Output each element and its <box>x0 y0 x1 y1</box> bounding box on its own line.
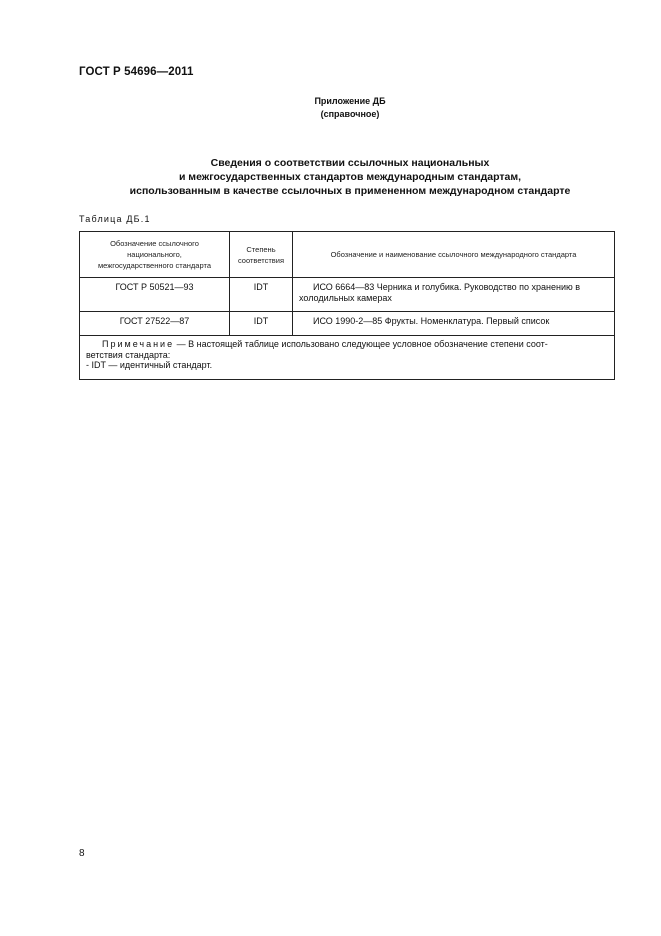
section-title-line-1: Сведения о соответствии ссылочных национальных <box>210 157 490 169</box>
section-title-line-3: использованным в качестве ссылочных в примененном международном стандарте <box>129 185 571 197</box>
header-national-standard <box>80 232 230 278</box>
note-line-2: ветствия стандарта: <box>86 349 171 360</box>
note-text-1: — В настоящей таблице использовано следующее условное обозначение степени соот- <box>174 339 548 349</box>
annex-type: (справочное) <box>320 109 380 119</box>
table-caption: Таблица ДБ.1 <box>79 214 151 224</box>
table-row <box>80 312 615 336</box>
annex-title: Приложение ДБ <box>314 96 386 106</box>
header-degree <box>230 232 293 278</box>
correspondence-table <box>79 231 615 380</box>
section-title-line-2: и межгосударственных стандартов международным стандартам, <box>178 171 522 183</box>
header-international-standard: Обозначение и наименование ссылочного международного стандарта <box>293 232 615 278</box>
cell-degree: IDT <box>230 312 293 336</box>
annex-heading <box>200 95 500 121</box>
document-code: ГОСТ Р 54696—2011 <box>79 66 194 78</box>
cell-national-standard: ГОСТ Р 50521—93 <box>80 278 230 312</box>
table-note <box>80 336 615 380</box>
note-line-1 <box>86 339 608 350</box>
header-national-standard-line-3: межгосударственного стандарта <box>98 261 211 270</box>
cell-national-standard: ГОСТ 27522—87 <box>80 312 230 336</box>
table-row <box>80 278 615 312</box>
cell-international-standard: ИСО 1990-2—85 Фрукты. Номенклатура. Первый список <box>293 312 615 336</box>
cell-degree: IDT <box>230 278 293 312</box>
note-label: Примечание <box>102 339 175 349</box>
table-header-row <box>80 232 615 278</box>
cell-international-standard: ИСО 6664—83 Черника и голубика. Руководство по хранению в холодильных камерах <box>293 278 615 312</box>
table-note-row <box>80 336 615 380</box>
page-number: 8 <box>79 848 85 859</box>
header-degree-line-1: Степень <box>246 244 276 254</box>
header-national-standard-line-1: Обозначение ссылочного <box>110 239 199 248</box>
note-line-3: - IDT — идентичный стандарт. <box>86 360 213 370</box>
header-degree-line-2: соответствия <box>237 255 285 265</box>
header-national-standard-line-2: национального, <box>127 250 182 259</box>
section-title <box>120 156 580 198</box>
